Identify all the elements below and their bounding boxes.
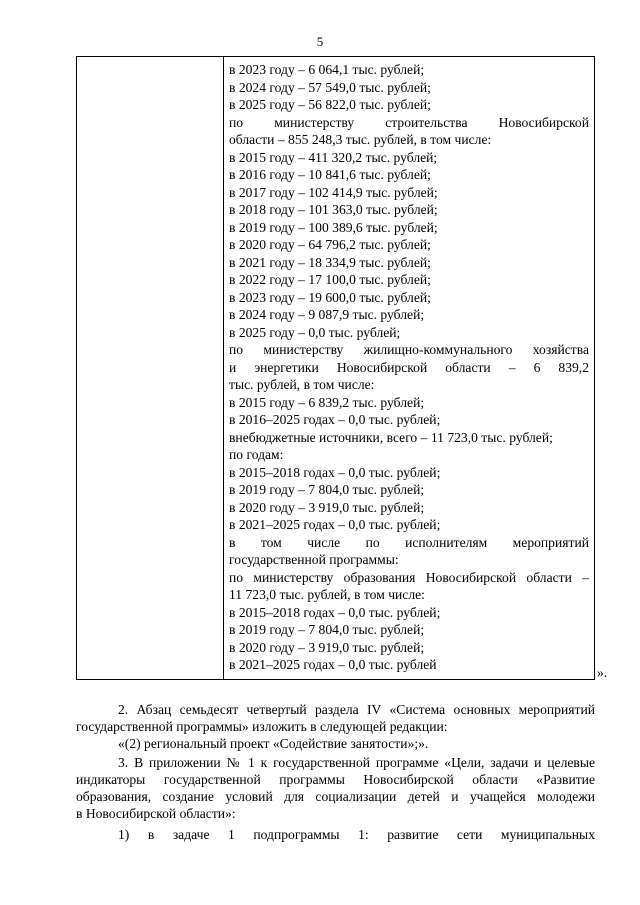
table-text-line: в 2021 году – 18 334,9 тыс. рублей; <box>229 254 431 270</box>
page-number: 5 <box>316 34 324 49</box>
table-text-line: в 2015 году – 411 320,2 тыс. рублей; <box>229 149 438 165</box>
table-text-line: в 2019 году – 100 389,6 тыс. рублей; <box>229 219 438 235</box>
table-text-line: области – 855 248,3 тыс. рублей, в том числе: <box>229 132 492 147</box>
table-text-line: в 2024 году – 57 549,0 тыс. рублей; <box>229 79 431 95</box>
table-text-line: в 2018 году – 101 363,0 тыс. рублей; <box>229 202 438 217</box>
table-text-line: по годам: <box>229 447 284 462</box>
table-text-line: 11 723,0 тыс. рублей, в том числе: <box>229 587 425 602</box>
table-column-divider <box>223 57 224 679</box>
table-text-line: в 2025 году – 56 822,0 тыс. рублей; <box>229 97 431 112</box>
table-text-line: в 2020 году – 3 919,0 тыс. рублей; <box>229 499 425 515</box>
paragraph-line: в Новосибирской области»: <box>76 806 236 821</box>
table-text-line: в 2016 году – 10 841,6 тыс. рублей; <box>229 167 431 182</box>
table-text-line: в 2019 году – 7 804,0 тыс. рублей; <box>229 622 425 637</box>
table-text-line: в 2021–2025 годах – 0,0 тыс. рублей; <box>229 517 441 532</box>
table-text-line: в 2015–2018 годах – 0,0 тыс. рублей; <box>229 604 441 620</box>
paragraph-line: 2. Абзац семьдесят четвертый раздела IV «Система основных мероприятий <box>118 702 595 717</box>
table-text-line: тыс. рублей, в том числе: <box>229 377 375 392</box>
paragraph-line: индикаторы государственной программы Новосибирской области «Развитие <box>76 772 595 787</box>
table-text-line: в 2017 году – 102 414,9 тыс. рублей; <box>229 184 438 200</box>
funding-table-cell <box>229 61 589 674</box>
paragraph-line: государственной программы» изложить в следующей редакции: <box>76 719 448 734</box>
table-text-line: в 2023 году – 19 600,0 тыс. рублей; <box>229 289 431 305</box>
paragraph-line: 1) в задаче 1 подпрограммы 1: развитие сети муниципальных <box>118 827 595 842</box>
paragraph-line: «(2) региональный проект «Содействие занятости»;». <box>118 736 429 751</box>
table-text-line: по министерству жилищно-коммунального хозяйства <box>229 342 589 357</box>
table-text-line: по министерству строительства Новосибирской <box>229 114 589 130</box>
table-text-line: в 2015–2018 годах – 0,0 тыс. рублей; <box>229 464 441 480</box>
paragraph-2 <box>76 701 595 752</box>
table-text-line: в 2022 году – 17 100,0 тыс. рублей; <box>229 272 431 287</box>
table-text-line: внебюджетные источники, всего – 11 723,0 тыс. рублей; <box>229 429 553 445</box>
paragraph-line: образования, создание условий для социализации детей и учащейся молодежи <box>76 789 595 804</box>
paragraph-3 <box>76 754 595 822</box>
table-text-line: в 2020 году – 3 919,0 тыс. рублей; <box>229 639 425 655</box>
table-text-line: в 2021–2025 годах – 0,0 тыс. рублей <box>229 657 437 672</box>
closing-quote-mark: ». <box>597 665 608 680</box>
paragraph-line: 3. В приложении № 1 к государственной программе «Цели, задачи и целевые <box>118 755 595 770</box>
table-text-line: государственной программы: <box>229 552 399 567</box>
table-text-line: в 2016–2025 годах – 0,0 тыс. рублей; <box>229 412 441 427</box>
table-text-line: в 2024 году – 9 087,9 тыс. рублей; <box>229 307 425 322</box>
table-text-line: в 2015 году – 6 839,2 тыс. рублей; <box>229 394 425 410</box>
table-text-line: и энергетики Новосибирской области – 6 839,2 <box>229 359 589 375</box>
table-text-line: по министерству образования Новосибирской области – <box>229 569 589 585</box>
table-text-line: в 2023 году – 6 064,1 тыс. рублей; <box>229 62 425 77</box>
funding-table <box>76 56 595 680</box>
table-text-line: в 2025 году – 0,0 тыс. рублей; <box>229 324 401 340</box>
table-text-line: в том числе по исполнителям мероприятий <box>229 534 589 550</box>
paragraph-4 <box>76 826 595 843</box>
table-text-line: в 2020 году – 64 796,2 тыс. рублей; <box>229 237 431 252</box>
table-text-line: в 2019 году – 7 804,0 тыс. рублей; <box>229 482 425 497</box>
